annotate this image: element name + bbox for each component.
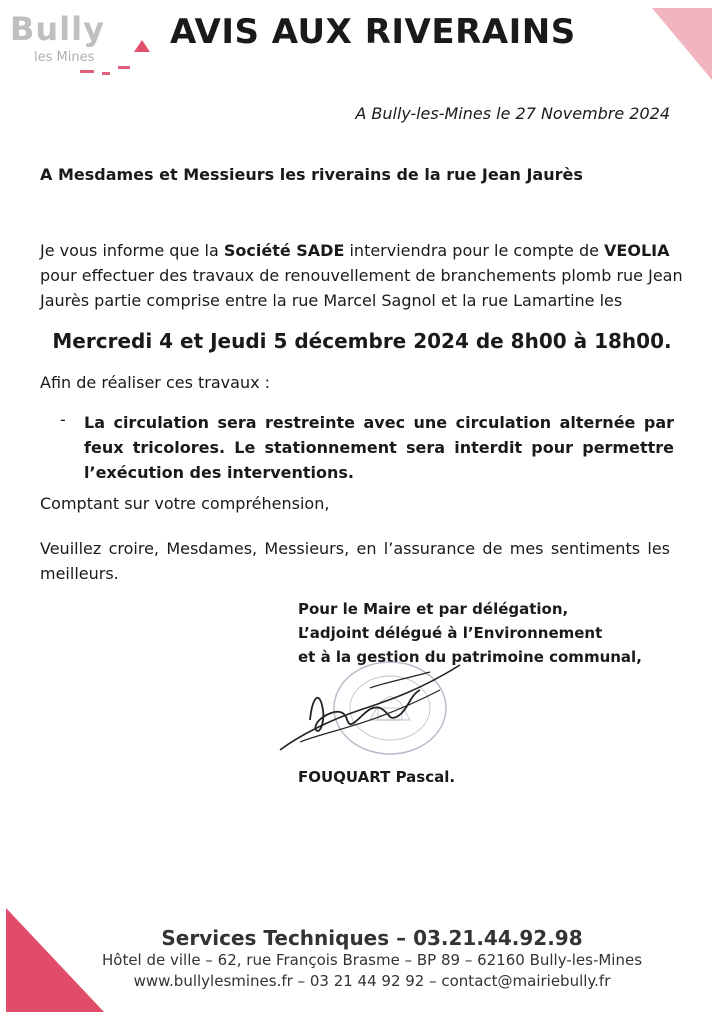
- footer-address: Hôtel de ville – 62, rue François Brasme – BP 89 – 62160 Bully-les-Mines: [101, 951, 643, 969]
- signature-line-2: L’adjoint délégué à l’Environnement: [298, 624, 603, 642]
- client-name: VEOLIA: [604, 241, 670, 260]
- page-title: AVIS AUX RIVERAINS: [170, 12, 576, 52]
- signature-line-1: Pour le Maire et par délégation,: [298, 600, 569, 618]
- logo-subtitle: les Mines: [34, 50, 95, 65]
- salutation: A Mesdames et Messieurs les riverains de la rue Jean Jaurès: [40, 165, 583, 184]
- para1-text-a: Je vous informe que la: [40, 241, 224, 260]
- signature-line-3: et à la gestion du patrimoine communal,: [298, 648, 642, 666]
- paragraph-announcement: [40, 238, 690, 313]
- date-line: A Bully-les-Mines le 27 Novembre 2024: [355, 104, 670, 123]
- logo-dash-2: [102, 72, 110, 75]
- logo-dash-1: [80, 70, 94, 73]
- bullet-marker: -: [60, 410, 66, 429]
- logo-triangle-icon: [134, 40, 150, 52]
- para1-text-c: pour effectuer des travaux de renouvellement de branchements plomb rue Jean Jaurès partie comprise entre la rue Marcel Sagnol et la rue Lamartine les: [40, 266, 683, 310]
- logo-dash-3: [118, 66, 130, 69]
- handwritten-signature: [270, 650, 470, 760]
- closing-line-2: Veuillez croire, Mesdames, Messieurs, en l’assurance de mes sentiments les meilleurs.: [40, 539, 670, 583]
- bullet-restrictions: La circulation sera restreinte avec une circulation alternée par feux tricolores. Le stationnement sera interdit pour permettre l’exécution des interventions.: [84, 413, 674, 482]
- town-logo: [10, 10, 150, 80]
- company-name: Société SADE: [223, 241, 345, 260]
- corner-triangle-top-right: [652, 8, 712, 80]
- footer-title: Services Techniques – 03.21.44.92.98: [161, 926, 583, 950]
- logo-name: Bully: [10, 10, 105, 48]
- signatory-name: FOUQUART Pascal.: [298, 768, 456, 786]
- para1-text-b: interviendra pour le compte de: [344, 241, 605, 260]
- footer-contact: www.bullylesmines.fr – 03 21 44 92 92 – contact@mairiebully.fr: [133, 972, 611, 990]
- intro-line: Afin de réaliser ces travaux :: [40, 373, 271, 392]
- works-dates: Mercredi 4 et Jeudi 5 décembre 2024 de 8h00 à 18h00.: [52, 329, 672, 353]
- closing-line-1: Comptant sur votre compréhension,: [40, 494, 330, 513]
